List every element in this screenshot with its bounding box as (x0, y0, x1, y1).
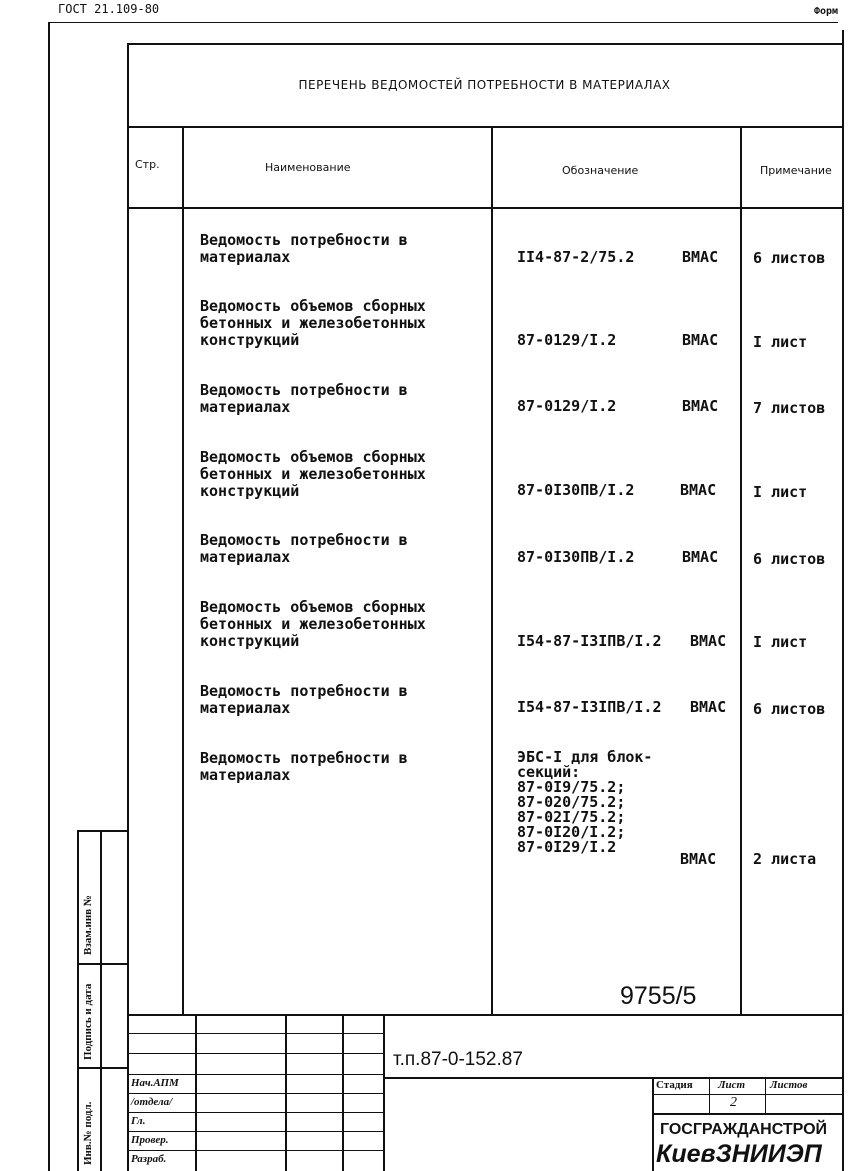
row-name: Ведомость потребности в материалах (200, 531, 408, 566)
header-bottom (127, 126, 842, 128)
stamp-divider-e (709, 1077, 710, 1113)
stamp-divider-f (765, 1077, 766, 1113)
stamp-role: Нач.АПМ (131, 1077, 179, 1089)
stamp-divider-main (383, 1014, 385, 1171)
row-note: 7 листов (753, 399, 826, 417)
stamp-row-line (127, 1093, 383, 1094)
stamp-doc-code: т.п.87-0-152.87 (393, 1049, 523, 1070)
stamp-sheet-number: 2 (730, 1095, 737, 1110)
stamp-org-institute: КиевЗНИИЭП (656, 1140, 822, 1168)
row-name: Ведомость потребности в материалах (200, 231, 408, 266)
stamp-row-line (127, 1074, 383, 1075)
stamp-divider-d (652, 1077, 654, 1171)
stamp-role: Гл. (131, 1115, 146, 1127)
side-stamp-mid (100, 830, 102, 1171)
row-mark: ВМАС (682, 397, 719, 415)
side-label-swap-inv: Взам.инв № (82, 895, 94, 955)
stamp-org-name: ГОСГРАЖДАНСТРОЙ (660, 1121, 828, 1138)
stamp-role: /отдела/ (131, 1096, 173, 1108)
row-note: 6 листов (753, 249, 826, 267)
row-mark: ВМАС (690, 698, 727, 716)
form-label: Форм (814, 6, 839, 17)
row-name: Ведомость потребности в материалах (200, 749, 408, 784)
stamp-row-line (127, 1150, 383, 1151)
col-divider-3 (740, 126, 742, 1014)
row-designation: I54-87-I3IПВ/I.2 (517, 632, 662, 650)
row-designation: 87-0I30ПВ/I.2 (517, 481, 635, 499)
row-designation: 87-0129/I.2 (517, 331, 617, 349)
stamp-org-line (652, 1113, 842, 1115)
row-note: 6 листов (753, 700, 826, 718)
stamp-stage-line (652, 1094, 842, 1095)
side-stamp-div1 (77, 963, 127, 965)
outer-top-border (48, 22, 838, 23)
stamp-row-line (127, 1033, 383, 1034)
frame-top (127, 43, 842, 45)
stamp-sheet-header: Лист (718, 1079, 746, 1091)
row-note: I лист (753, 633, 808, 651)
row-name: Ведомость объемов сборных бетонных и железобетонных конструкций (200, 598, 426, 650)
outer-right-border (842, 30, 844, 1171)
stamp-top (127, 1014, 842, 1016)
side-stamp-div2 (77, 1067, 127, 1069)
side-label-sign-date: Подпись и дата (82, 983, 94, 1060)
col-header-page: Стр. (135, 158, 160, 171)
inventory-number: 9755/5 (620, 982, 697, 1010)
stamp-sheets-header: Листов (770, 1079, 808, 1091)
row-mark: ВМАС (680, 850, 717, 868)
col-header-note: Примечание (760, 164, 832, 177)
row-mark: ВМАС (690, 632, 727, 650)
row-mark: ВМАС (680, 481, 717, 499)
row-note: 2 листа (753, 850, 817, 868)
side-label-inv-sub: Инв.№ подл. (82, 1101, 94, 1165)
side-stamp-top (77, 830, 127, 832)
col-divider-1 (182, 126, 184, 1014)
row-designation: ЭБС-I для блок- секций: 87-0I9/75.2; 87-020/75.2; 87-02I/75.2; 87-0I20/I.2; 87-0I29/I.2 (517, 748, 653, 856)
row-mark: ВМАС (682, 331, 719, 349)
col-header-name: Наименование (265, 161, 351, 174)
col-header-designation: Обозначение (562, 164, 639, 177)
column-header-bottom (127, 207, 842, 209)
side-stamp-left (77, 830, 79, 1171)
row-name: Ведомость потребности в материалах (200, 682, 408, 717)
row-note: 6 листов (753, 550, 826, 568)
row-name: Ведомость потребности в материалах (200, 381, 408, 416)
stamp-row-line (127, 1053, 383, 1054)
row-mark: ВМАС (682, 248, 719, 266)
row-note: I лист (753, 333, 808, 351)
page-title: ПЕРЕЧЕНЬ ВЕДОМОСТЕЙ ПОТРЕБНОСТИ В МАТЕРИАЛАХ (298, 78, 671, 92)
row-designation: I54-87-I3IПВ/I.2 (517, 698, 662, 716)
row-name: Ведомость объемов сборных бетонных и железобетонных конструкций (200, 448, 426, 500)
stamp-row-line (127, 1131, 383, 1132)
row-designation: 87-0I30ПВ/I.2 (517, 548, 635, 566)
row-note: I лист (753, 483, 808, 501)
stamp-row-line (127, 1112, 383, 1113)
stamp-role: Провер. (131, 1134, 169, 1146)
stamp-role: Разраб. (131, 1153, 167, 1165)
row-name: Ведомость объемов сборных бетонных и железобетонных конструкций (200, 297, 426, 349)
row-designation: II4-87-2/75.2 (517, 248, 635, 266)
standard-label: ГОСТ 21.109-80 (58, 2, 160, 16)
outer-left-border (48, 22, 50, 1171)
col-divider-2 (491, 126, 493, 1014)
row-mark: ВМАС (682, 548, 719, 566)
row-designation: 87-0129/I.2 (517, 397, 617, 415)
frame-left (127, 43, 129, 1171)
stamp-stage-header: Стадия (656, 1079, 693, 1091)
